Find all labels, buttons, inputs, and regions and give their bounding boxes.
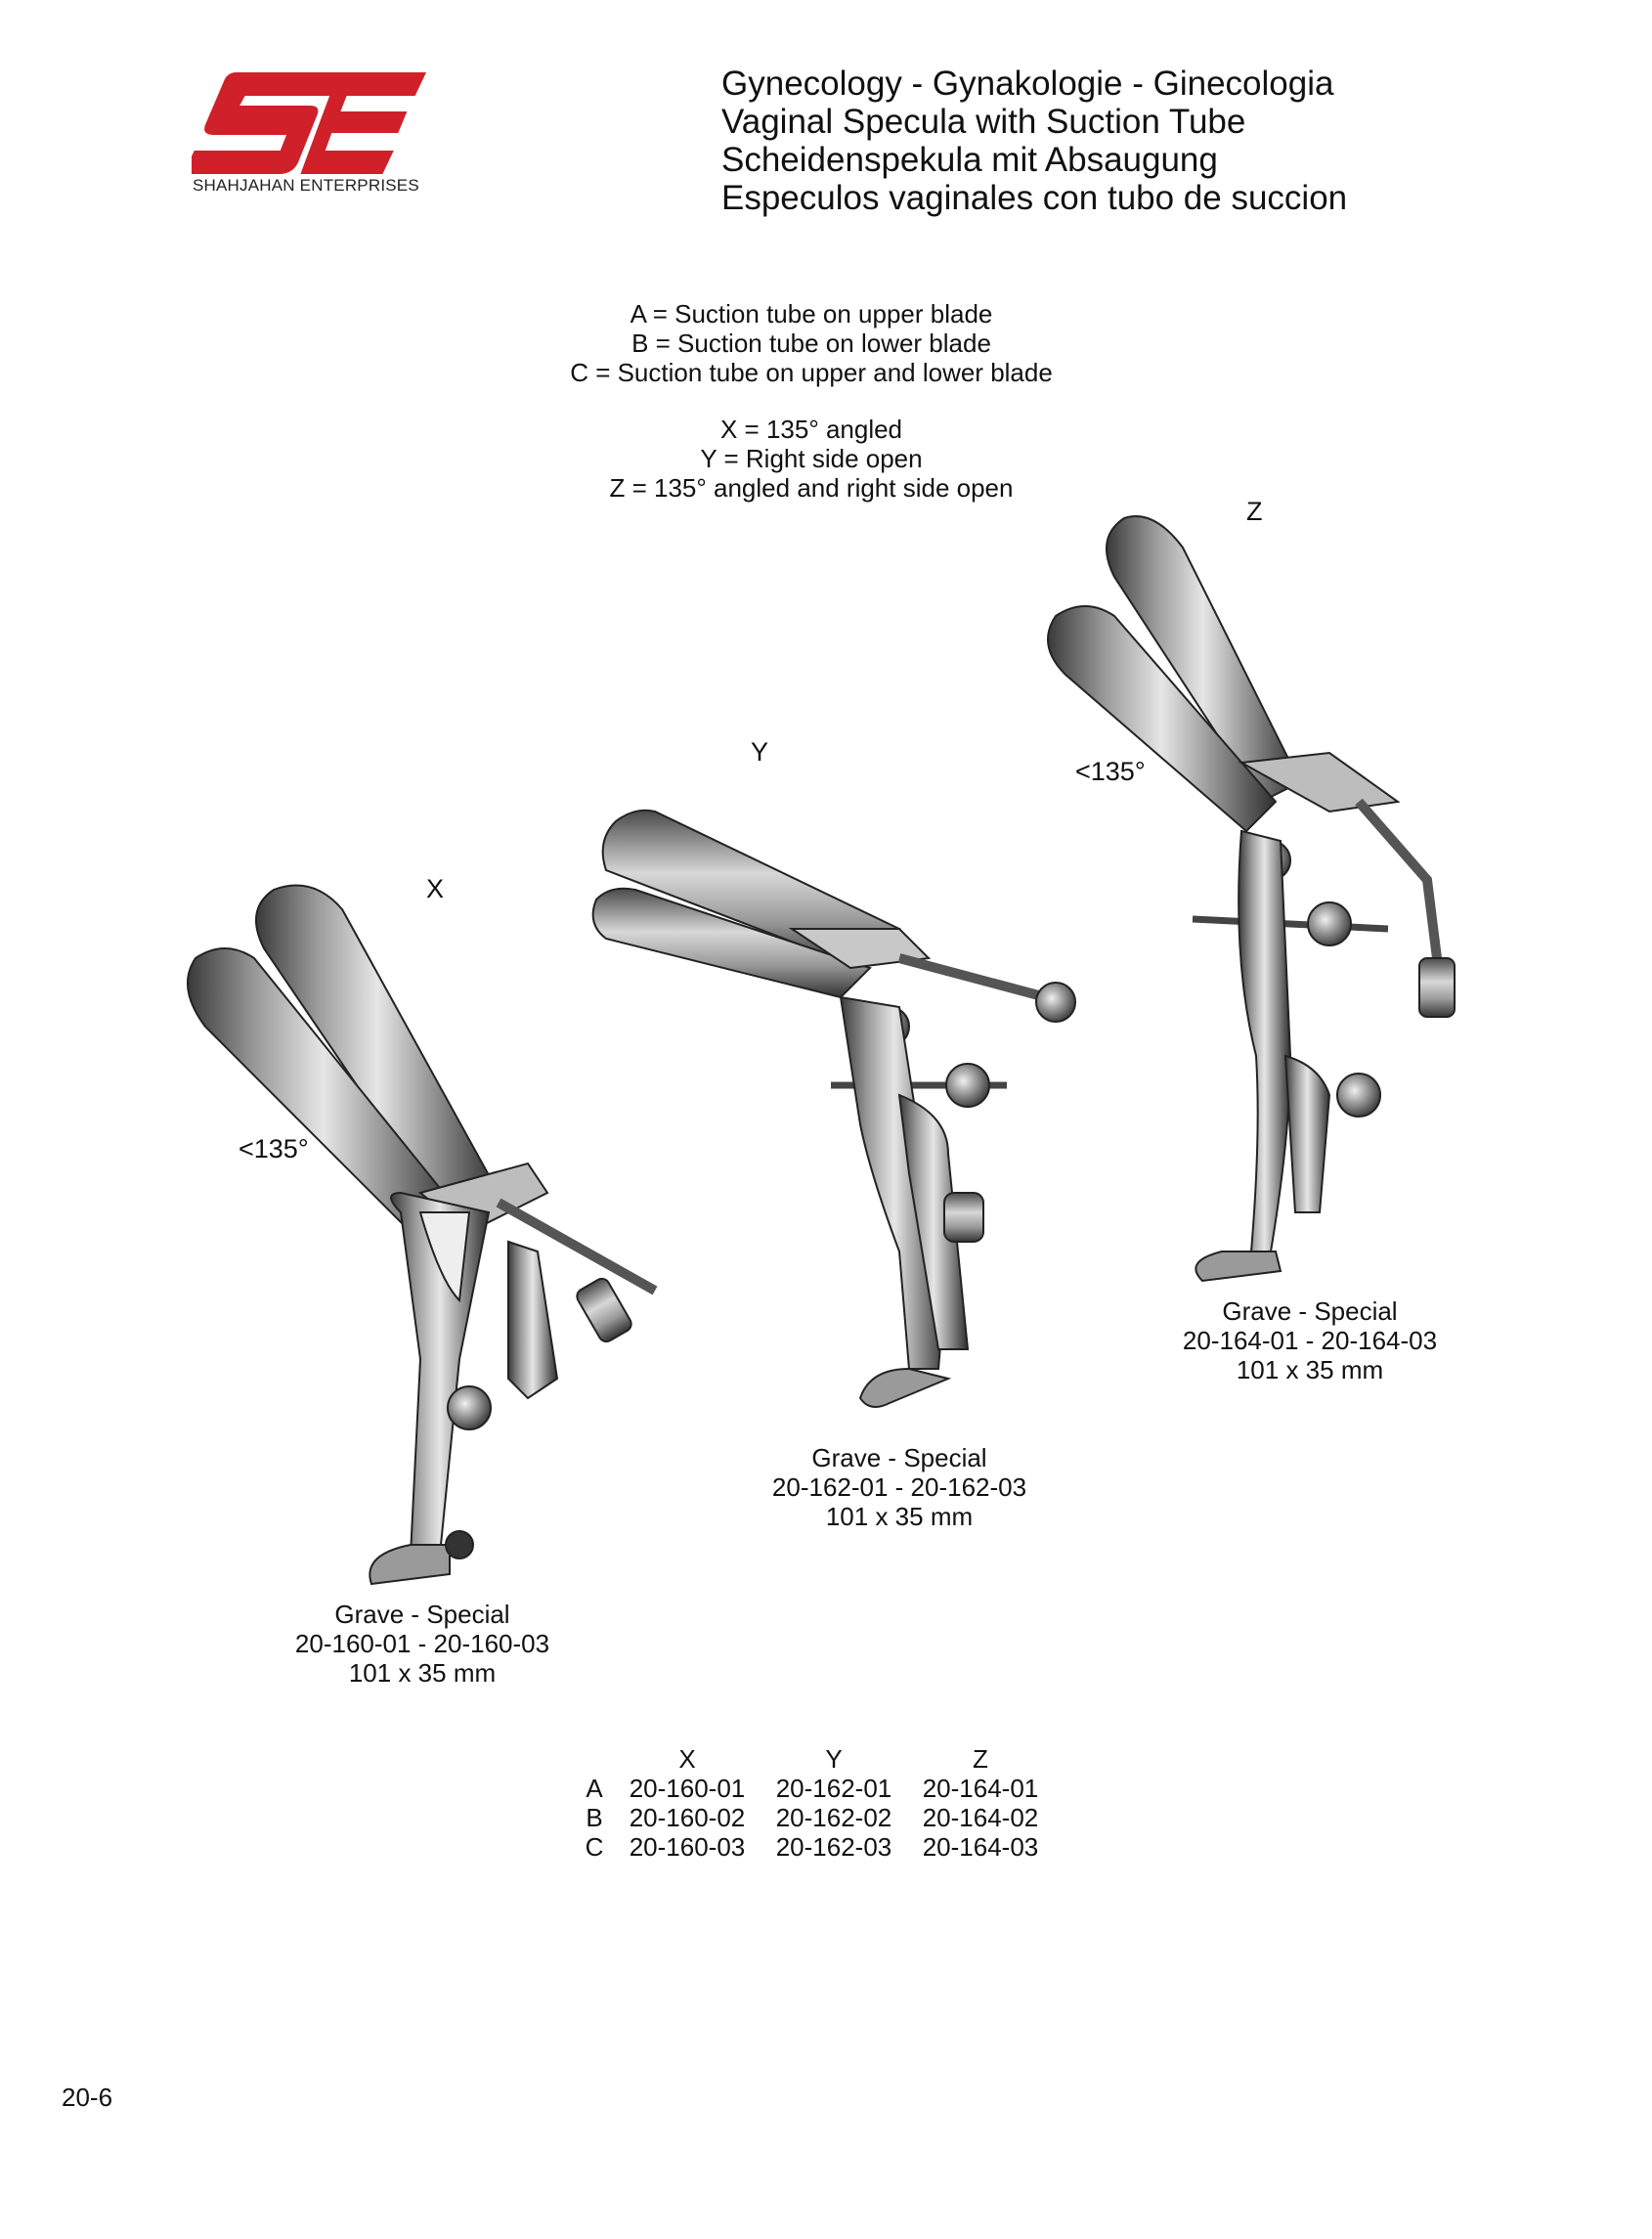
caption-y-codes: 20-162-01 - 20-162-03 xyxy=(771,1472,1027,1502)
table-row xyxy=(575,1832,1054,1862)
title-line-2: Vaginal Specula with Suction Tube xyxy=(721,103,1246,141)
table-cell: 20-162-01 xyxy=(775,1774,892,1803)
label-x: X xyxy=(426,874,445,903)
article-code-table xyxy=(575,1744,1054,1862)
table-cell: 20-164-02 xyxy=(922,1803,1039,1832)
caption-y-name: Grave - Special xyxy=(811,1443,987,1472)
caption-z-name: Grave - Special xyxy=(1222,1296,1398,1326)
table-header-row xyxy=(575,1744,1054,1774)
table-cell: 20-164-01 xyxy=(922,1774,1039,1803)
table-cell: 20-164-03 xyxy=(922,1832,1039,1862)
table-row xyxy=(575,1803,1054,1832)
suction-legend xyxy=(391,299,1232,387)
table-cell: 20-160-01 xyxy=(629,1774,746,1803)
angled-right-open-speculum-illustration xyxy=(1036,508,1486,1291)
label-y: Y xyxy=(751,737,769,767)
company-name: SHAHJAHAN ENTERPRISES xyxy=(193,176,419,195)
caption-x xyxy=(266,1600,579,1688)
table-cell: C xyxy=(585,1832,604,1862)
table-cell: B xyxy=(586,1803,603,1832)
title-line-4: Especulos vaginales con tubo de succion xyxy=(721,179,1348,217)
angle-label-z: <135° xyxy=(1075,757,1146,786)
page-title xyxy=(721,65,1347,217)
caption-x-name: Grave - Special xyxy=(334,1600,510,1629)
caption-z-codes: 20-164-01 - 20-164-03 xyxy=(1182,1326,1438,1355)
title-line-3: Scheidenspekula mit Absaugung xyxy=(721,141,1218,179)
table-cell: A xyxy=(586,1774,603,1803)
caption-x-size: 101 x 35 mm xyxy=(348,1658,497,1688)
table-cell: 20-160-03 xyxy=(629,1832,746,1862)
table-header-cell xyxy=(575,1744,614,1774)
label-z: Z xyxy=(1246,497,1263,526)
page-number: 20-6 xyxy=(62,2083,113,2112)
caption-x-codes: 20-160-01 - 20-160-03 xyxy=(294,1629,550,1658)
table-header-cell: X xyxy=(678,1744,696,1774)
table-row xyxy=(575,1774,1054,1803)
angled-speculum-illustration xyxy=(176,870,684,1613)
style-legend xyxy=(391,415,1232,503)
legend-c: C = Suction tube on upper and lower blade xyxy=(570,358,1053,387)
angle-label-x: <135° xyxy=(239,1134,309,1163)
legend-x: X = 135° angled xyxy=(719,415,903,444)
caption-z-size: 101 x 35 mm xyxy=(1236,1355,1384,1384)
legend-y: Y = Right side open xyxy=(700,444,923,473)
caption-y-size: 101 x 35 mm xyxy=(825,1502,974,1531)
title-line-1: Gynecology - Gynakologie - Ginecologia xyxy=(721,65,1334,103)
legend-a: A = Suction tube on upper blade xyxy=(630,299,993,329)
table-cell: 20-162-03 xyxy=(775,1832,892,1862)
legend-b: B = Suction tube on lower blade xyxy=(631,329,991,358)
table-header-cell: Z xyxy=(973,1744,988,1774)
table-cell: 20-162-02 xyxy=(775,1803,892,1832)
table-cell: 20-160-02 xyxy=(629,1803,746,1832)
caption-y xyxy=(743,1443,1056,1531)
caption-z xyxy=(1153,1296,1466,1384)
table-header-cell: Y xyxy=(825,1744,843,1774)
legend-z: Z = 135° angled and right side open xyxy=(609,473,1014,503)
